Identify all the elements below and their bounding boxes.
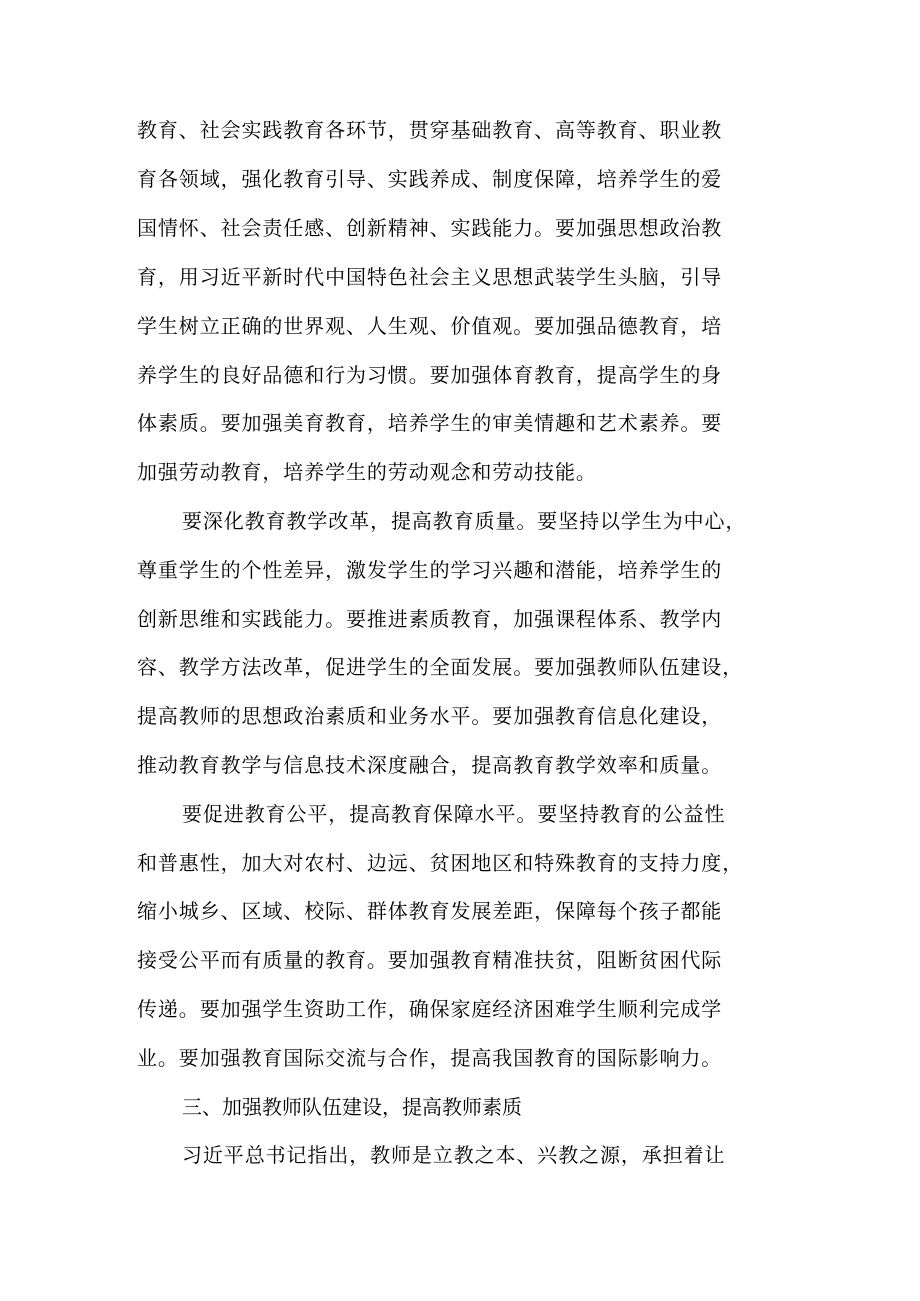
body-text-line: 体素质。要加强美育教育，培养学生的审美情趣和艺术素养。要 — [137, 411, 723, 435]
body-text-line: 创新思维和实践能力。要推进素质教育，加强课程体系、教学内 — [137, 607, 723, 631]
body-text-line: 加强劳动教育，培养学生的劳动观念和劳动技能。 — [137, 460, 597, 484]
body-text-line: 育各领域，强化教育引导、实践养成、制度保障，培养学生的爱 — [137, 167, 723, 191]
body-text-line: 和普惠性，加大对农村、边远、贫困地区和特殊教育的支持力度， — [137, 851, 744, 875]
body-text-line: 尊重学生的个性差异，激发学生的学习兴趣和潜能，培养学生的 — [137, 558, 723, 582]
body-text-line: 国情怀、社会责任感、创新精神、实践能力。要加强思想政治教 — [137, 216, 723, 240]
body-text-line: 推动教育教学与信息技术深度融合，提高教育教学效率和质量。 — [137, 753, 723, 777]
body-text-line: 育，用习近平新时代中国特色社会主义思想武装学生头脑，引导 — [137, 265, 723, 289]
body-text-line: 传递。要加强学生资助工作，确保家庭经济困难学生顺利完成学 — [137, 997, 723, 1021]
body-text-line: 缩小城乡、区域、校际、群体教育发展差距，保障每个孩子都能 — [137, 899, 723, 923]
paragraph-first-line: 要深化教育教学改革，提高教育质量。要坚持以学生为中心， — [182, 509, 747, 533]
body-text-line: 养学生的良好品德和行为习惯。要加强体育教育，提高学生的身 — [137, 363, 723, 387]
body-text-line: 教育、社会实践教育各环节，贯穿基础教育、高等教育、职业教 — [137, 118, 723, 142]
paragraph-first-line: 习近平总书记指出，教师是立教之本、兴教之源，承担着让 — [182, 1143, 726, 1167]
body-text-line: 业。要加强教育国际交流与合作，提高我国教育的国际影响力。 — [137, 1046, 723, 1070]
body-text-line: 学生树立正确的世界观、人生观、价值观。要加强品德教育，培 — [137, 314, 723, 338]
body-text-line: 容、教学方法改革，促进学生的全面发展。要加强教师队伍建设， — [137, 655, 744, 679]
paragraph-first-line: 要促进教育公平，提高教育保障水平。要坚持教育的公益性 — [182, 802, 726, 826]
body-text-line: 接受公平而有质量的教育。要加强教育精准扶贫，阻断贫困代际 — [137, 948, 723, 972]
body-text-line: 提高教师的思想政治素质和业务水平。要加强教育信息化建设， — [137, 704, 723, 728]
section-heading: 三、加强教师队伍建设，提高教师素质 — [182, 1095, 522, 1119]
